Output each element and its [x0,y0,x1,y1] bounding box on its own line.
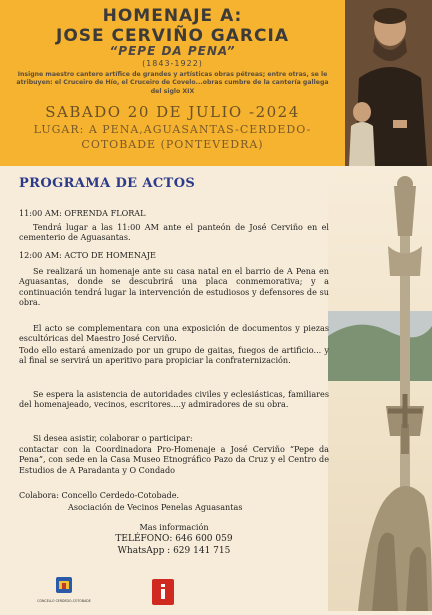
title-line-2: JOSE CERVIÑO GARCIA [56,26,289,46]
phone: TELÉFONO: 646 600 059 [115,534,233,544]
collaborator-1: Colabora: Concello Cerdedo-Cotobade. [19,490,180,500]
event-place-line-2: COTOBADE (PONTEVEDRA) [81,138,264,151]
concello-logo [37,575,91,605]
act1-title: 11:00 AM: OFRENDA FLORAL [19,208,146,218]
collaborator-2: Asociación de Vecinos Penelas Aguasantas [68,502,243,512]
years: (1843-1922) [142,59,203,68]
invite-intro: Si desea asistir, colaborar o participar: [33,433,193,443]
event-place-line-1: LUGAR: A PENA,AGUASANTAS-CERDEDO- [33,123,312,136]
description: Insigne maestro cantero artífice de grandes y artísticas obras pétreas; entre otras, se le atribuyen: el Cruceiro de Hío, el Cruceiro de Covelo...obras cumbre de la cantería gallega del siglo XIX [16,71,329,95]
act2-paragraph-3: Todo ello estará amenizado por un grupo de gaitas, fuegos de artificio... y al final se servirá un aperitivo para propiciar la confraternización. [19,345,329,366]
nickname: “PEPE DA PENA” [109,44,236,58]
logo-caption: CONCELLO CERDEDO-COTOBADE [37,599,91,603]
info-icon [152,579,174,605]
act2-paragraph-4: Se espera la asistencia de autoridades civiles y eclesiásticas, familiares del homenajeado, vecinos, escritores....y admiradores de su obra. [19,389,329,410]
invite-contact: contactar con la Coordinadora Pro-Homenaje a José Cerviño “Pepe da Pena”, con sede en la Casa Museo Etnográfico Pazo da Cruz y el Centro de Estudios de A Paradanta y O Condado [19,444,329,475]
info-title: Mas información [139,522,209,532]
act2-paragraph-1: Se realizará un homenaje ante su casa natal en el barrio de A Pena en Aguasantas, donde se descubrirá una placa conmemorativa; y a continuación tendrá lugar la intervención de estudiosos y defensores de su obra. [19,266,329,308]
title-line-1: HOMENAJE A: [102,6,243,26]
program-heading: PROGRAMA DE ACTOS [19,176,196,191]
act2-title: 12:00 AM: ACTO DE HOMENAJE [19,250,156,260]
act1-text: Tendrá lugar a las 11:00 AM ante el panteón de José Cerviño en el cementerio de Aguasantas. [19,222,329,243]
cruceiro-illustration [328,166,432,611]
event-date: SABADO 20 DE JULIO -2024 [45,103,300,121]
act2-paragraph-2: El acto se complementara con una exposición de documentos y piezas escultóricas del Maestro José Cerviño. [19,323,329,344]
portrait-photo [345,0,432,166]
whatsapp: WhatsApp : 629 141 715 [117,546,231,556]
